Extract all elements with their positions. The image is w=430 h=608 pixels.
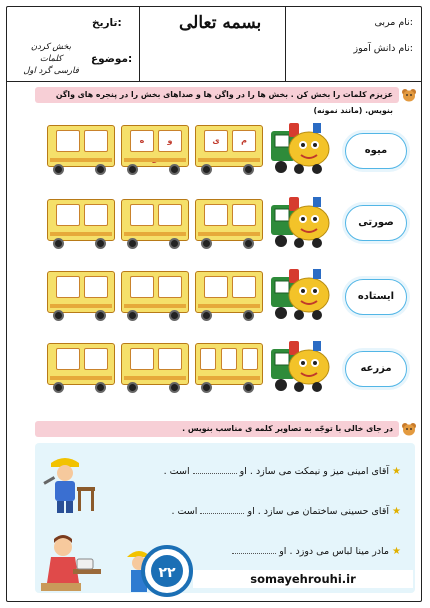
sentence-2: ★ آقای حسینی ساختمان می سازد . او است . [171, 506, 401, 517]
wagon-window[interactable] [204, 204, 228, 226]
header [7, 7, 421, 82]
word-cloud: مزرعه [345, 351, 407, 387]
date-label: تاریخ: [92, 17, 122, 29]
wagon-window[interactable]: ی [204, 130, 228, 152]
answer-blank[interactable] [193, 465, 237, 474]
word-cloud: میوه [345, 133, 407, 169]
locomotive-icon [269, 193, 333, 251]
wagon-window[interactable] [84, 130, 108, 152]
wagon-window[interactable] [200, 348, 216, 370]
wagon-window[interactable] [56, 276, 80, 298]
train-2 [47, 193, 337, 253]
wagon-window[interactable] [158, 348, 182, 370]
svg-text:۲۲: ۲۲ [158, 565, 176, 581]
wagon-window[interactable] [130, 348, 154, 370]
wagon-window[interactable] [56, 204, 80, 226]
star-icon: ★ [392, 506, 401, 517]
builder-illustration-icon [119, 537, 191, 599]
wagon-window[interactable] [84, 348, 108, 370]
train-4 [47, 337, 337, 397]
carpenter-illustration-icon [41, 453, 99, 517]
word-cloud: ایستاده [345, 279, 407, 315]
star-icon: ★ [392, 466, 401, 477]
header-divider-left [139, 7, 140, 81]
bear-icon [401, 88, 417, 102]
bear-icon [401, 422, 417, 436]
locomotive-icon [269, 119, 333, 177]
topic-value: بخش کردن کلمات [30, 42, 72, 64]
subject-value: فارسی گرد اول [23, 66, 79, 76]
wagon-window[interactable] [158, 204, 182, 226]
wagon-window[interactable] [56, 130, 80, 152]
train-3 [47, 265, 337, 325]
wagon-mid [121, 343, 189, 385]
locomotive-icon [269, 337, 333, 395]
wagon-window[interactable] [84, 276, 108, 298]
website-link[interactable]: somayehrouhi.ir [193, 570, 413, 588]
wagon-window[interactable]: م [232, 130, 256, 152]
page-title: بسمه تعالی [179, 13, 262, 33]
instruction-banner-1: عزیزم کلمات را بخش کن . بخش ها را در واگن ها و صداهای بخش را در پنجره های واگن بنویس. (مانند نمونه) [35, 87, 399, 103]
wagon-mid [121, 199, 189, 241]
wagon-left [47, 199, 115, 241]
wagon-window[interactable] [130, 276, 154, 298]
wagon-window[interactable] [204, 276, 228, 298]
wagon-left [47, 125, 115, 167]
wagon-window[interactable] [232, 204, 256, 226]
wagon-window[interactable] [56, 348, 80, 370]
wagon-right [195, 271, 263, 313]
wagon-right [195, 125, 263, 167]
wagon-window[interactable] [221, 348, 237, 370]
answer-blank[interactable] [200, 505, 244, 514]
locomotive-icon [269, 265, 333, 323]
train-1 [47, 119, 337, 179]
instruction-banner-2: در جای خالی با توجّه به تصاویر کلمه ی مناسب بنویس . [35, 421, 399, 437]
sentence-3: ★ مادر مینا لباس می دوزد . او [232, 545, 401, 557]
wagon-window[interactable]: ه [130, 130, 154, 152]
wagon-left [47, 271, 115, 313]
wagon-right [195, 199, 263, 241]
answer-blank[interactable] [232, 545, 276, 554]
wagon-window[interactable]: و [158, 130, 182, 152]
wagon-window[interactable] [158, 276, 182, 298]
wagon-right [195, 343, 263, 385]
star-icon: ★ [392, 546, 401, 557]
tailor-illustration-icon [37, 533, 103, 595]
wagon-window[interactable] [242, 348, 258, 370]
topic-label: موضوع: [91, 53, 133, 65]
word-cloud: صورتی [345, 205, 407, 241]
wagon-mid [121, 125, 189, 167]
wagon-window[interactable] [232, 276, 256, 298]
wagon-mid [121, 271, 189, 313]
sentence-1: ★ آقای امینی میز و نیمکت می سازد . او است . [163, 466, 401, 477]
header-divider-right [285, 7, 286, 81]
teacher-label: نام مربی: [374, 17, 413, 28]
worksheet [6, 6, 422, 602]
wagon-window[interactable] [84, 204, 108, 226]
wagon-window[interactable] [130, 204, 154, 226]
student-label: نام دانش آموز: [353, 43, 413, 54]
wagon-left [47, 343, 115, 385]
topic-note [21, 41, 81, 77]
